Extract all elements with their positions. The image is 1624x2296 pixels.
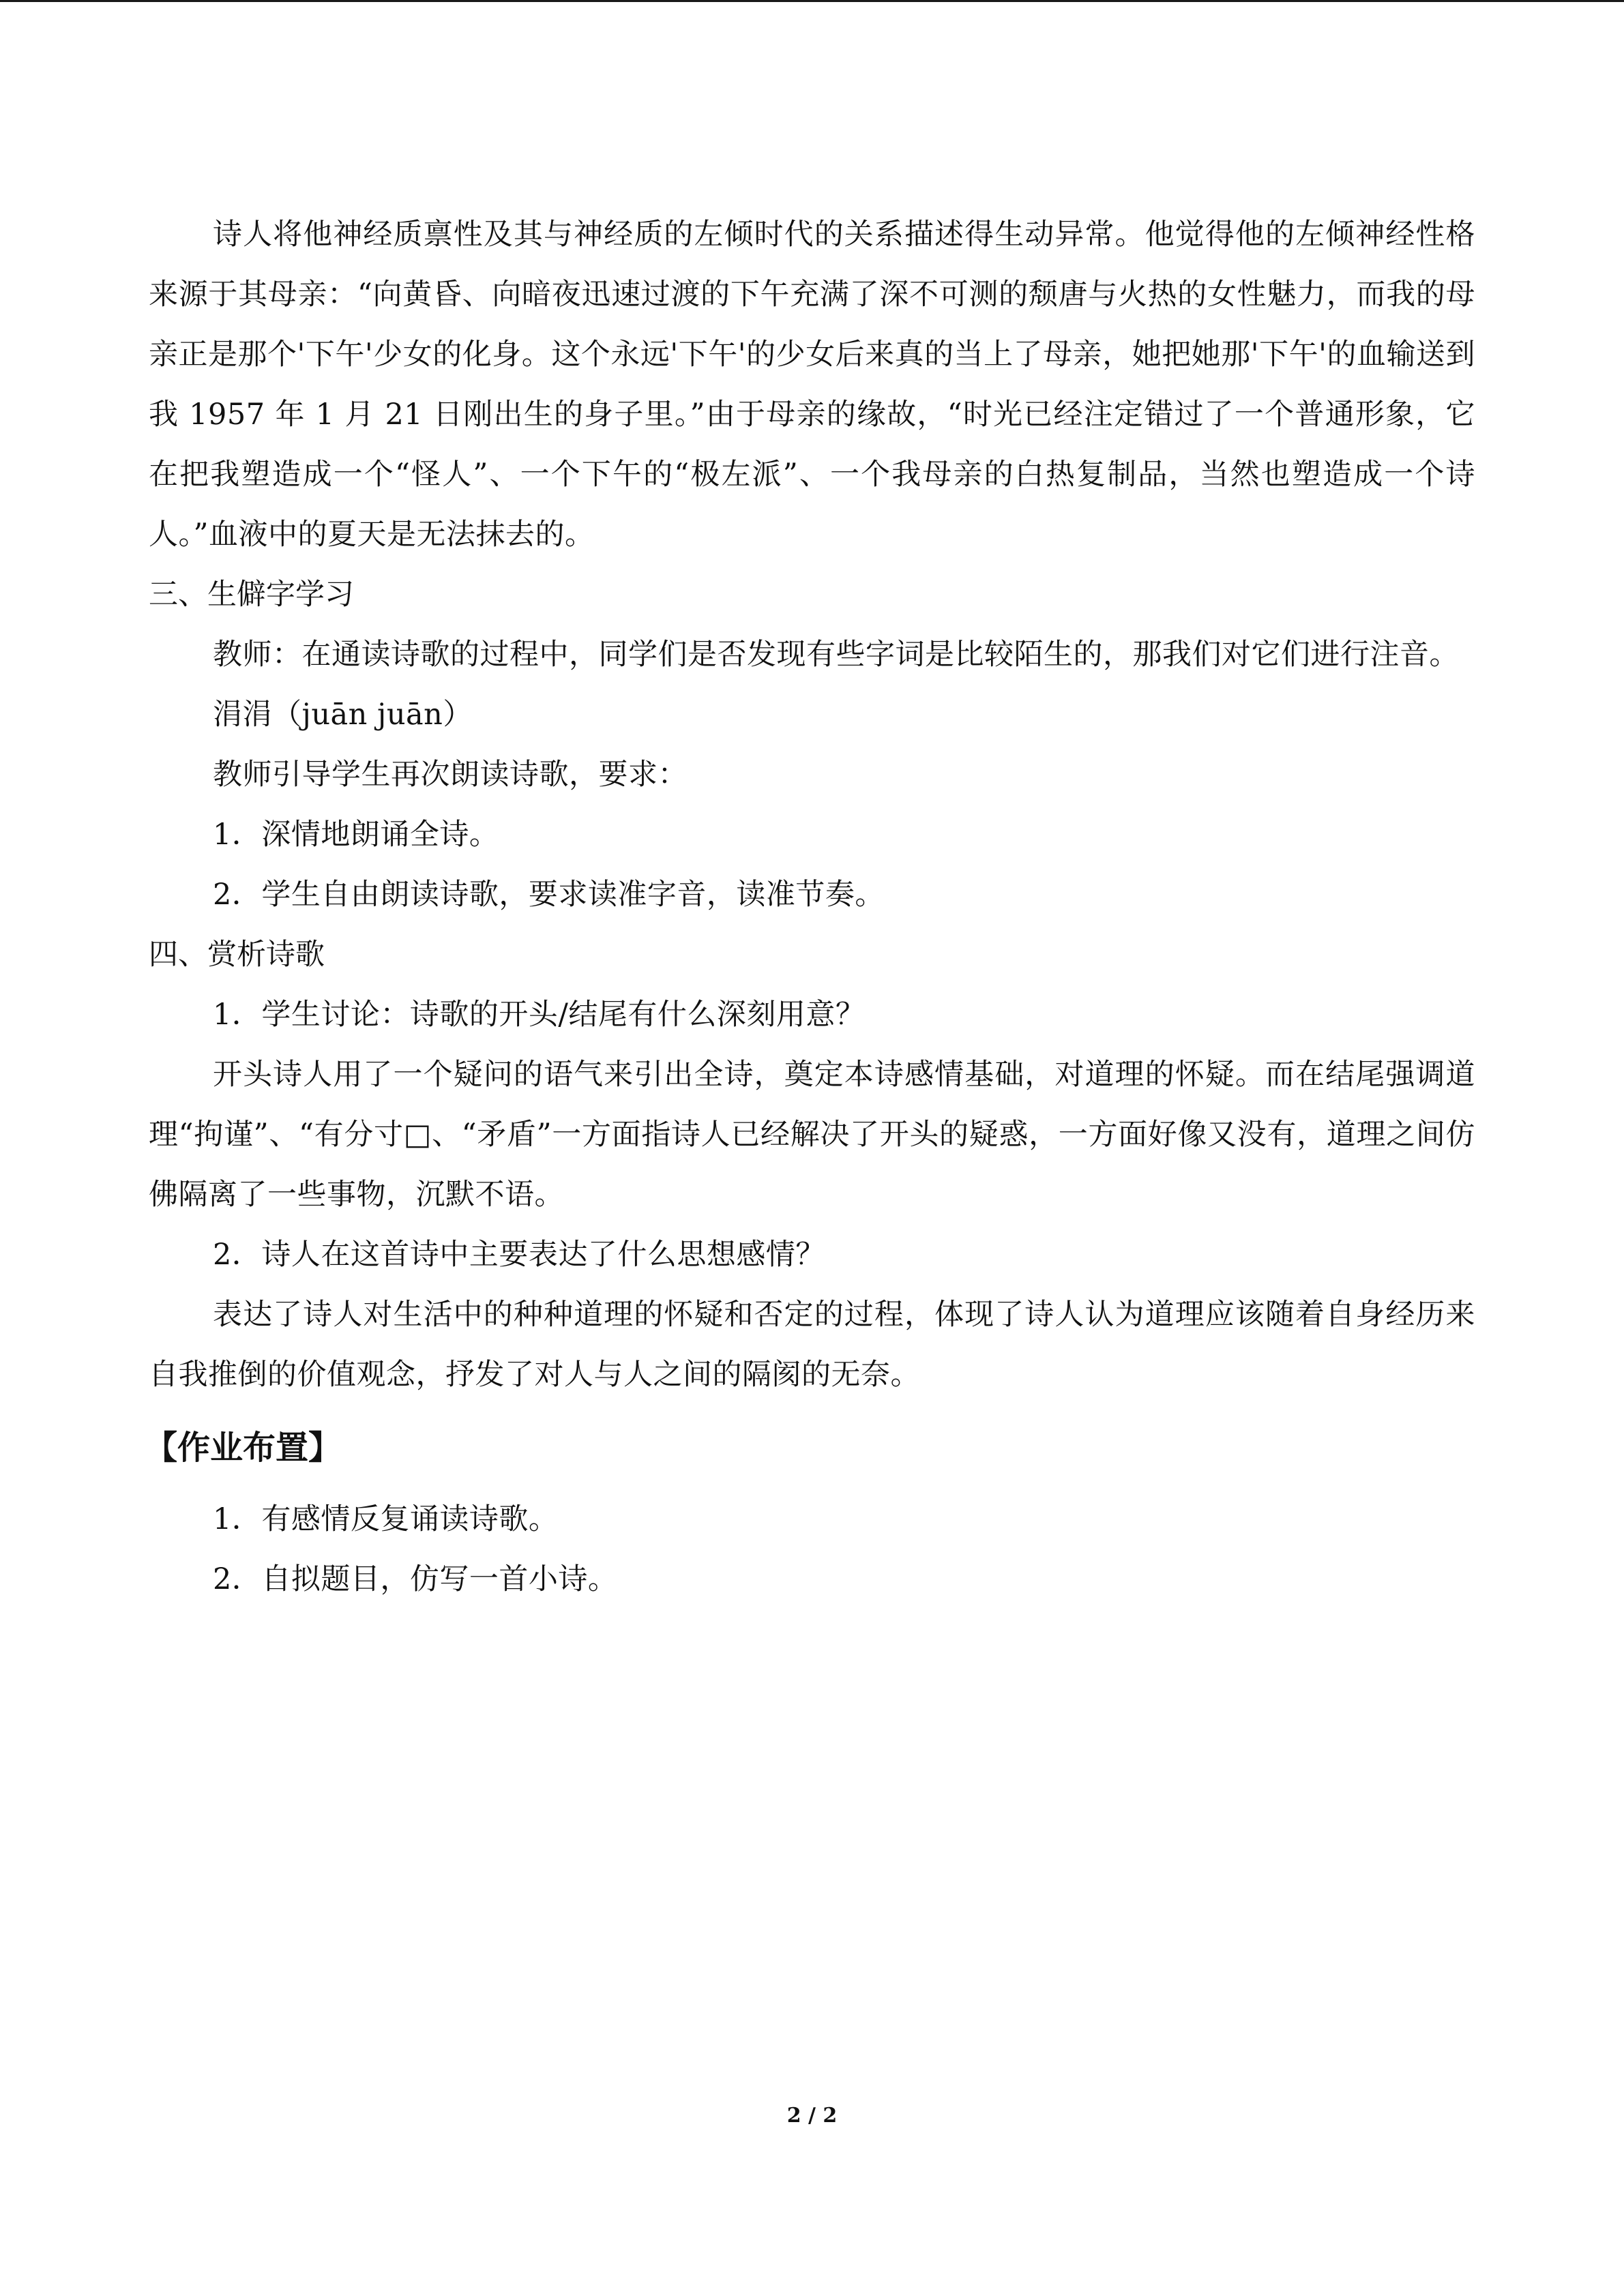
answer-beginning-ending: 开头诗人用了一个疑问的语气来引出全诗，奠定本诗感情基础，对道理的怀疑。而在结尾强调道理“拘谨”、“有分寸□、“矛盾”一方面指诗人已经解决了开头的疑惑，一方面好像又没有，道理之间仿佛隔离了一些事物，沉默不语。 [149, 1058, 1475, 1212]
paragraph-poet-background: 诗人将他神经质禀性及其与神经质的左倾时代的关系描述得生动异常。他觉得他的左倾神经性格来源于其母亲：“向黄昏、向暗夜迅速过渡的下午充满了深不可测的颓唐与火热的女性魅力，而我的母亲正是那个'下午'少女的化身。这个永远'下午'的少女后来真的当上了母亲，她把她那'下午'的血输送到我 1957 年 1 月 21 日刚出生的身子里。”由于母亲的缘故，“时光已经注定错过了一个普通形象，它在把我塑造成一个“怪人”、一个下午的“极左派”、一个我母亲的白热复制品，当然也塑造成一个诗人。”血液中的夏天是无法抹去的。 [149, 218, 1475, 552]
paragraph-teacher-phonetic: 教师：在通读诗歌的过程中，同学们是否发现有些字词是比较陌生的，那我们对它们进行注音。 [213, 638, 1459, 672]
paragraph-reading-guide: 教师引导学生再次朗读诗歌，要求： [213, 758, 688, 792]
homework-item: 1．有感情反复诵读诗歌。 [213, 1502, 559, 1536]
question-emotion: 2．诗人在这首诗中主要表达了什么思想感情？ [213, 1238, 825, 1272]
page-number: 2 / 2 [786, 2104, 838, 2128]
paragraph-pinyin-example: 涓涓（juān juān） [213, 698, 473, 732]
question-beginning-ending: 1．学生讨论：诗歌的开头/结尾有什么深刻用意？ [213, 998, 866, 1032]
answer-emotion: 表达了诗人对生活中的种种道理的怀疑和否定的过程，体现了诗人认为道理应该随着自身经历来自我推倒的价值观念，抒发了对人与人之间的隔阂的无奈。 [149, 1298, 1475, 1392]
homework-item: 2．自拟题目，仿写一首小诗。 [213, 1562, 618, 1596]
document-body [145, 205, 1475, 1609]
heading-rare-characters: 三、生僻字学习 [149, 578, 354, 612]
page-top-border [0, 0, 1624, 2]
homework-heading: 【作业布置】 [145, 1429, 342, 1467]
heading-poem-appreciation: 四、赏析诗歌 [149, 938, 325, 972]
list-item-recite: 1．深情地朗诵全诗。 [213, 818, 499, 852]
list-item-free-reading: 2．学生自由朗读诗歌，要求读准字音，读准节奏。 [213, 878, 885, 912]
